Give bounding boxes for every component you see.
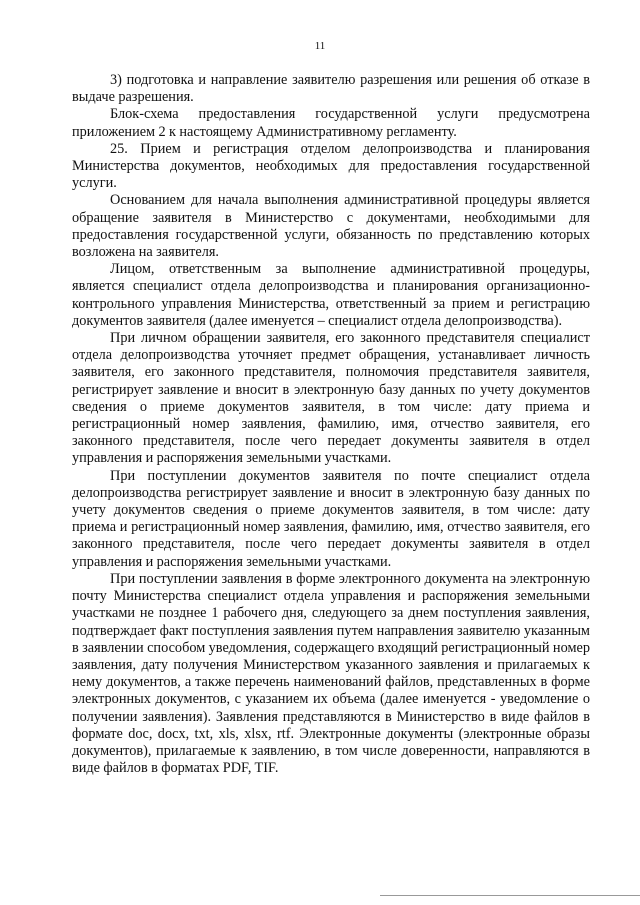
paragraph-section-25-heading: 25. Прием и регистрация отделом делопроизводства и планирования Министерства документов, необходимых для предоставления государственной услуги. xyxy=(72,140,590,192)
paragraph-responsible-person: Лицом, ответственным за выполнение административной процедуры, является специалист отдела делопроизводства и планирования организационно-контрольного управления Министерства, ответственный за прием и регистрацию документов заявителя (далее именуется – специалист отдела делопроизводства). xyxy=(72,261,590,329)
paragraph-result-preparation: 3) подготовка и направление заявителю разрешения или решения об отказе в выдаче разрешения. xyxy=(72,72,590,106)
paragraph-flowchart-reference: Блок-схема предоставления государственной услуги предусмотрена приложением 2 к настоящему Административному регламенту. xyxy=(72,106,590,140)
page-number: 11 xyxy=(314,40,326,52)
paragraph-postal-receipt: При поступлении документов заявителя по почте специалист отдела делопроизводства регистрирует заявление и вносит в электронную базу данных по учету документов сведения о приеме документов заявителя, в том числе: дату приема и регистрационный номер заявления, фамилию, имя, отчество заявителя, его законного представителя, после чего передает документы заявителя в отдел управления и распоряжения земельными участками. xyxy=(72,467,590,570)
document-body xyxy=(72,72,590,777)
bottom-rule xyxy=(380,895,640,896)
paragraph-procedure-basis: Основанием для начала выполнения административной процедуры является обращение заявителя в Министерство с документами, необходимыми для предоставления государственной услуги, обязанность по представлению которых возложена на заявителя. xyxy=(72,192,590,261)
paragraph-personal-appeal: При личном обращении заявителя, его законного представителя специалист отдела делопроизводства уточняет предмет обращения, устанавливает личность заявителя, его законного представителя, полномочия представителя заявителя, регистрирует заявление и вносит в электронную базу данных по учету документов сведения о приеме документов заявителя, в том числе: дату приема и регистрационный номер заявления, фамилию, имя, отчество заявителя, его законного представителя, после чего передает документы заявителя в отдел управления и распоряжения земельными участками. xyxy=(72,330,590,467)
paragraph-electronic-receipt: При поступлении заявления в форме электронного документа на электронную почту Министерства специалист отдела управления и распоряжения земельными участками не позднее 1 рабочего дня, следующего за днем поступления заявления, подтверждает факт поступления заявления путем направления заявителю указанным в заявлении способом уведомления, содержащего входящий регистрационный номер заявления, дату получения Министерством указанного заявления и прилагаемых к нему документов, а также перечень наименований файлов, представленных в форме электронных документов, с указанием их объема (далее именуется - уведомление о получении заявления). Заявления представляются в Министерство в виде файлов в формате doc, docx, txt, xls, xlsx, rtf. Электронные документы (электронные образы документов), прилагаемые к заявлению, в том числе доверенности, направляются в виде файлов в форматах PDF, TIF. xyxy=(72,570,590,777)
